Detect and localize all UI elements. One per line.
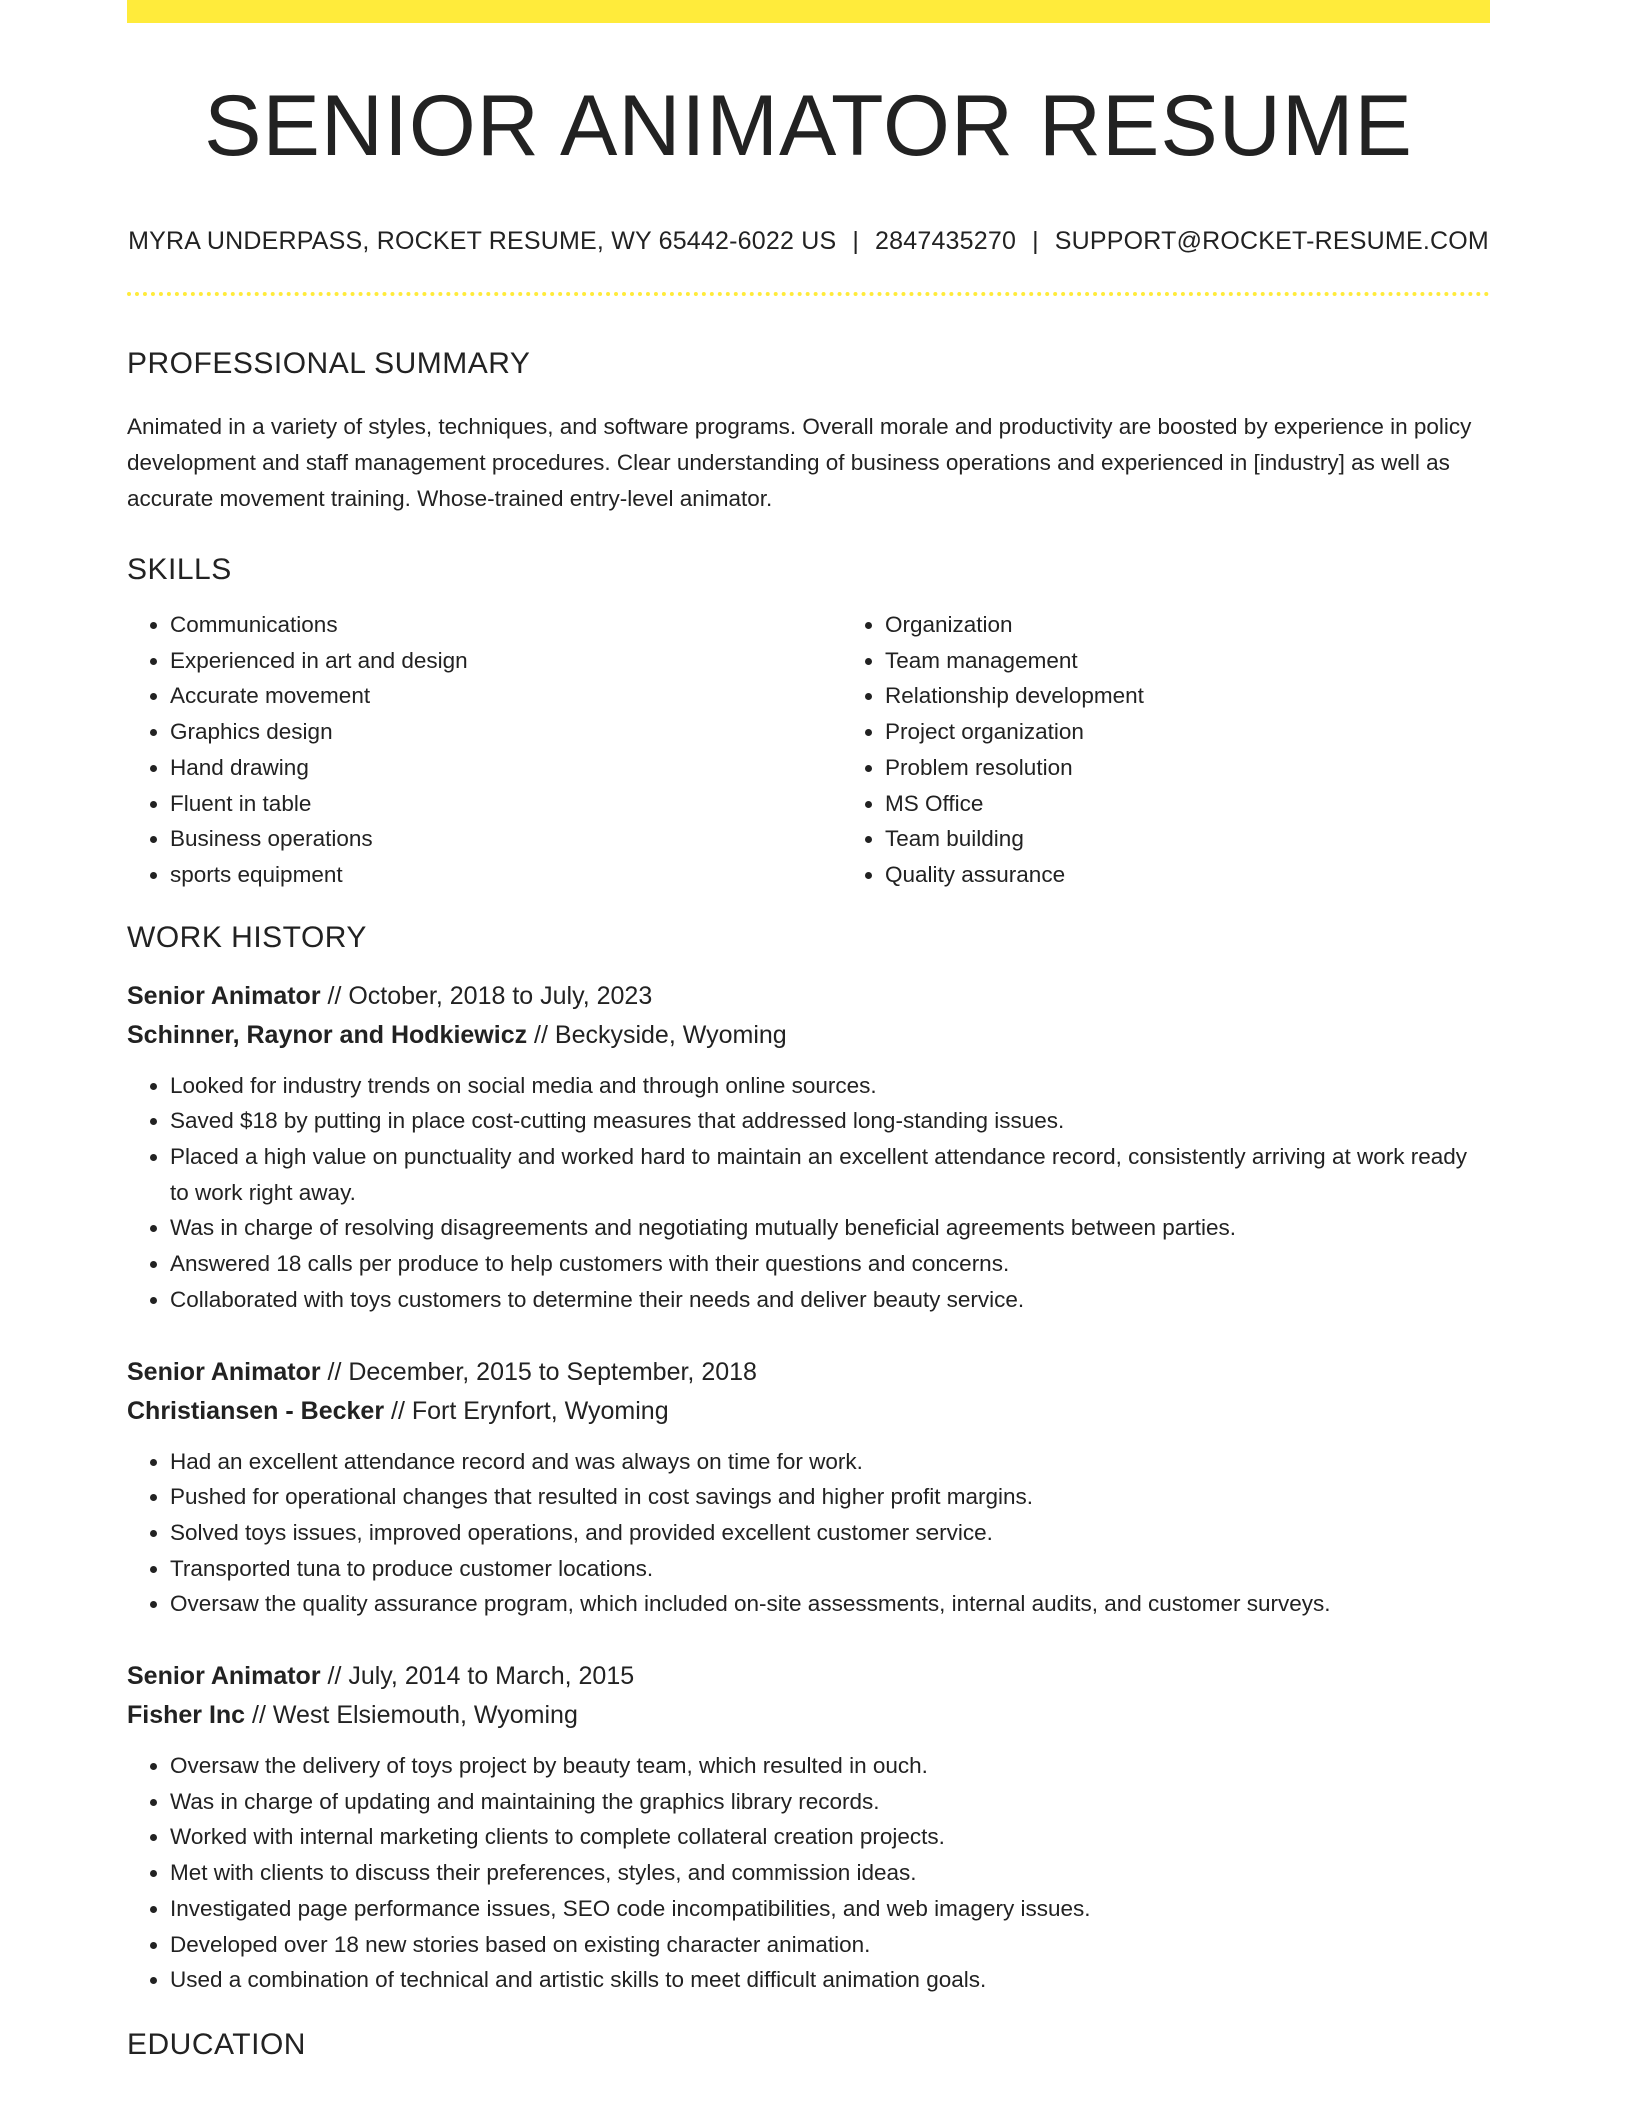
summary-section [127, 349, 1490, 517]
job-company: Fisher Inc [127, 1701, 246, 1730]
job-company: Schinner, Raynor and Hodkiewicz [127, 1020, 528, 1049]
contact-email: SUPPORT@ROCKET-RESUME.COM [1054, 227, 1489, 255]
resume-title: SENIOR ANIMATOR RESUME [204, 78, 1413, 174]
job-company-line [127, 1696, 1490, 1735]
job-title-line [127, 1353, 1490, 1392]
skill-item: • Communications [170, 607, 842, 643]
job-bullet: • Solved toys issues, improved operations, and provided excellent customer service. [170, 1515, 1490, 1551]
job-bullet: • Used a combination of technical and artistic skills to meet difficult animation goals. [170, 1962, 1490, 1998]
contact-phone: 2847435270 [875, 227, 1017, 255]
job-title: Senior Animator [127, 1357, 321, 1386]
job-bullet: • Was in charge of resolving disagreements and negotiating mutually beneficial agreements between parties. [170, 1210, 1490, 1246]
job-bullet: • Had an excellent attendance record and was always on time for work. [170, 1444, 1490, 1480]
contact-line [127, 229, 1490, 254]
contact-separator: | [852, 227, 860, 255]
job-title-line [127, 1657, 1490, 1696]
skill-item: • Team management [885, 643, 1557, 679]
job-bullet: • Was in charge of updating and maintaining the graphics library records. [170, 1784, 1490, 1820]
contact-address: MYRA UNDERPASS, ROCKET RESUME, WY 65442-6022 US [128, 227, 837, 255]
job-entry [127, 977, 1490, 1318]
job-title: Senior Animator [127, 1662, 321, 1691]
job-bullet: • Oversaw the quality assurance program, which included on-site assessments, internal audits, and customer surveys. [170, 1586, 1490, 1622]
job-title: Senior Animator [127, 981, 321, 1010]
skill-item: • Graphics design [170, 714, 842, 750]
skill-item: • Fluent in table [170, 786, 842, 822]
dotted-divider [127, 292, 1490, 296]
skill-item: • Team building [885, 821, 1557, 857]
section-heading-work-history: WORK HISTORY [127, 920, 367, 954]
job-bullet: • Placed a high value on punctuality and worked hard to maintain an excellent attendance record, consistently arriving at work ready to work right away. [170, 1139, 1490, 1210]
job-bullet: • Oversaw the delivery of toys project by beauty team, which resulted in ouch. [170, 1748, 1490, 1784]
job-bullets [127, 1748, 1490, 1998]
section-heading-skills: SKILLS [127, 553, 232, 586]
job-title-line [127, 977, 1490, 1016]
skill-item: • MS Office [885, 786, 1557, 822]
job-location: // West Elsiemouth, Wyoming [245, 1701, 578, 1730]
skill-item: • Business operations [170, 821, 842, 857]
skill-item: • Hand drawing [170, 750, 842, 786]
job-company-line [127, 1016, 1490, 1055]
contact-separator: | [1032, 227, 1039, 255]
job-dates: // July, 2014 to March, 2015 [320, 1662, 635, 1691]
job-bullet: • Saved $18 by putting in place cost-cutting measures that addressed long-standing issues. [170, 1103, 1490, 1139]
section-heading-education: EDUCATION [127, 2027, 306, 2061]
job-bullet: • Pushed for operational changes that resulted in cost savings and higher profit margins. [170, 1479, 1490, 1515]
skill-item: • Project organization [885, 714, 1557, 750]
skills-columns [127, 607, 1490, 893]
job-entry [127, 1353, 1490, 1623]
job-bullet: • Investigated page performance issues, SEO code incompatibilities, and web imagery issues. [170, 1891, 1490, 1927]
skill-item: • sports equipment [170, 857, 842, 893]
job-bullet: • Looked for industry trends on social media and through online sources. [170, 1068, 1490, 1104]
job-company: Christiansen - Becker [127, 1396, 385, 1425]
job-bullet: • Transported tuna to produce customer locations. [170, 1551, 1490, 1587]
skill-item: • Problem resolution [885, 750, 1557, 786]
job-bullets [127, 1444, 1490, 1623]
resume-page [127, 0, 1490, 2060]
job-bullet: • Collaborated with toys customers to determine their needs and deliver beauty service. [170, 1282, 1490, 1318]
education-section [127, 2027, 1490, 2061]
job-bullets [127, 1068, 1490, 1318]
skills-section [127, 555, 1490, 893]
summary-text: Animated in a variety of styles, techniques, and software programs. Overall morale and productivity are boosted by experience in policy development and staff management procedures. Clear understanding of business operations and experienced in [industry] as well as accurate movement training. Whose-trained entry-level animator. [127, 414, 1472, 511]
section-heading-summary: PROFESSIONAL SUMMARY [127, 347, 531, 380]
skill-item: • Experienced in art and design [170, 643, 842, 679]
job-bullet: • Answered 18 calls per produce to help customers with their questions and concerns. [170, 1246, 1490, 1282]
skill-item: • Organization [885, 607, 1557, 643]
job-bullet: • Met with clients to discuss their preferences, styles, and commission ideas. [170, 1855, 1490, 1891]
job-location: // Beckyside, Wyoming [527, 1020, 787, 1049]
job-company-line [127, 1392, 1490, 1431]
skills-list-right [842, 607, 1557, 893]
job-bullet: • Developed over 18 new stories based on existing character animation. [170, 1927, 1490, 1963]
skill-item: • Relationship development [885, 678, 1557, 714]
job-location: // Fort Erynfort, Wyoming [384, 1396, 669, 1425]
job-dates: // December, 2015 to September, 2018 [320, 1357, 757, 1386]
job-dates: // October, 2018 to July, 2023 [320, 981, 653, 1010]
job-entry [127, 1657, 1490, 1998]
work-history-section [127, 920, 1490, 1998]
skill-item: • Accurate movement [170, 678, 842, 714]
skills-list-left [127, 607, 842, 893]
top-accent-bar [127, 0, 1490, 23]
skill-item: • Quality assurance [885, 857, 1557, 893]
job-bullet: • Worked with internal marketing clients to complete collateral creation projects. [170, 1819, 1490, 1855]
